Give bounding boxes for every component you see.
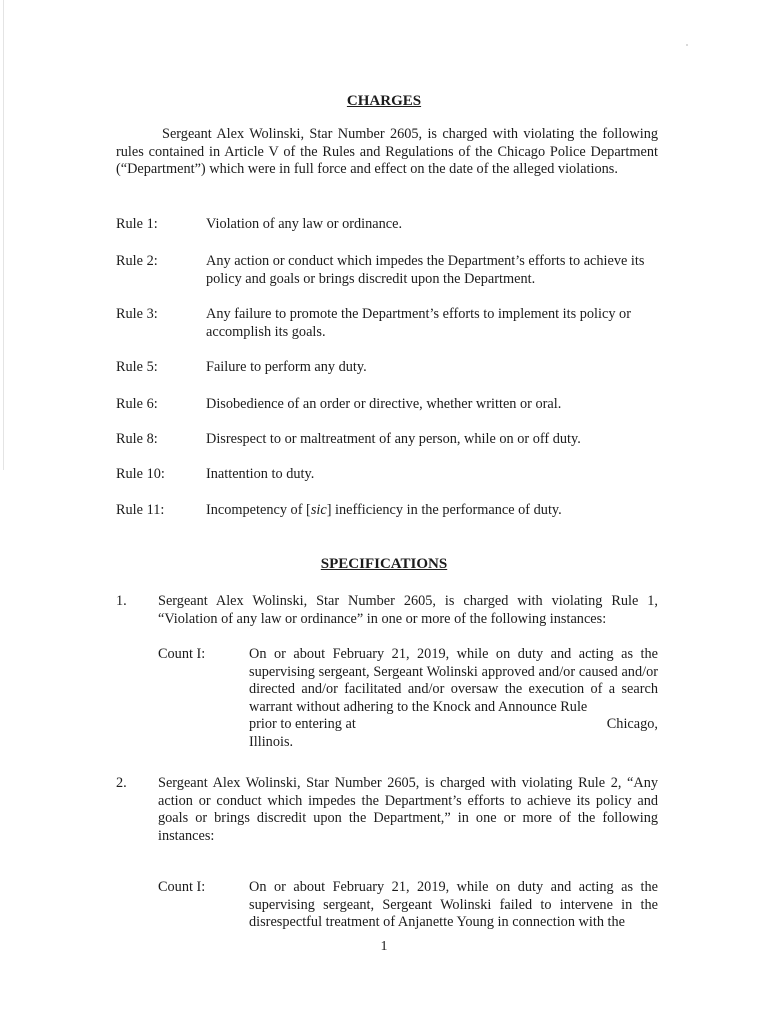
specification-number: 1. — [116, 593, 127, 609]
rule-label: Rule 10: — [116, 466, 165, 482]
scan-edge-line — [3, 0, 4, 470]
count-redacted-line — [249, 716, 658, 734]
rule-label: Rule 2: — [116, 253, 158, 269]
count-text — [249, 646, 658, 752]
rule-label: Rule 5: — [116, 359, 158, 375]
rule-text: Inattention to duty. — [206, 466, 315, 482]
rule-label: Rule 3: — [116, 306, 158, 322]
count-line-left: prior to entering at — [249, 716, 356, 733]
rule-text-part: ] inefficiency in the performance of duty. — [326, 502, 562, 518]
count-line-right: Chicago, — [606, 716, 658, 733]
rule-label: Rule 11: — [116, 502, 165, 518]
specification-number: 2. — [116, 775, 127, 791]
rule-text: Disobedience of an order or directive, whether written or oral. — [206, 396, 562, 412]
rule-text-part: Incompetency of [ — [206, 502, 311, 518]
rule-text: Disrespect to or maltreatment of any person, while on or off duty. — [206, 431, 581, 447]
rule-text: Any failure to promote the Department’s efforts to implement its policy or accomplish its goals. — [206, 306, 631, 340]
page-number: 1 — [380, 939, 388, 954]
count-text: On or about February 21, 2019, while on duty and acting as the supervising sergeant, Sergeant Wolinski failed to intervene in the disrespectful treatment of Anjanette Young in connection with the — [249, 879, 658, 931]
sic-note: sic — [310, 502, 327, 518]
specifications-heading: SPECIFICATIONS — [320, 556, 448, 572]
count-label: Count I: — [158, 879, 206, 895]
rule-text: Any action or conduct which impedes the Department’s efforts to achieve its policy and goals or brings discredit upon the Department. — [206, 253, 645, 287]
rule-text — [206, 501, 660, 519]
count-last-line: Illinois. — [249, 733, 294, 750]
count-label: Count I: — [158, 646, 206, 662]
rule-label: Rule 8: — [116, 431, 158, 447]
rule-label: Rule 1: — [116, 216, 158, 232]
count-body: On or about February 21, 2019, while on duty and acting as the supervising sergeant, Sergeant Wolinski approved and/or caused and/or directed and/or facilitated and/or oversaw the execution of a search warrant without adhering to the Knock and Announce Rule — [249, 646, 658, 715]
scan-speck — [686, 44, 688, 46]
rule-text: Failure to perform any duty. — [206, 359, 367, 375]
specification-text: Sergeant Alex Wolinski, Star Number 2605, is charged with violating Rule 1, “Violation of any law or ordinance” in one or more of the following instances: — [158, 593, 658, 627]
charges-heading: CHARGES — [346, 93, 422, 109]
rule-label: Rule 6: — [116, 396, 158, 412]
specification-text: Sergeant Alex Wolinski, Star Number 2605, is charged with violating Rule 2, “Any action or conduct which impedes the Department’s efforts to achieve its policy and goals or brings discredit upon the Department,” in one or more of the following instances: — [158, 775, 658, 844]
rule-text: Violation of any law or ordinance. — [206, 216, 403, 232]
charges-intro: Sergeant Alex Wolinski, Star Number 2605, is charged with violating the following rules contained in Article V of the Rules and Regulations of the Chicago Police Department (“Department”) which were in full force and effect on the date of the alleged violations. — [116, 126, 658, 178]
